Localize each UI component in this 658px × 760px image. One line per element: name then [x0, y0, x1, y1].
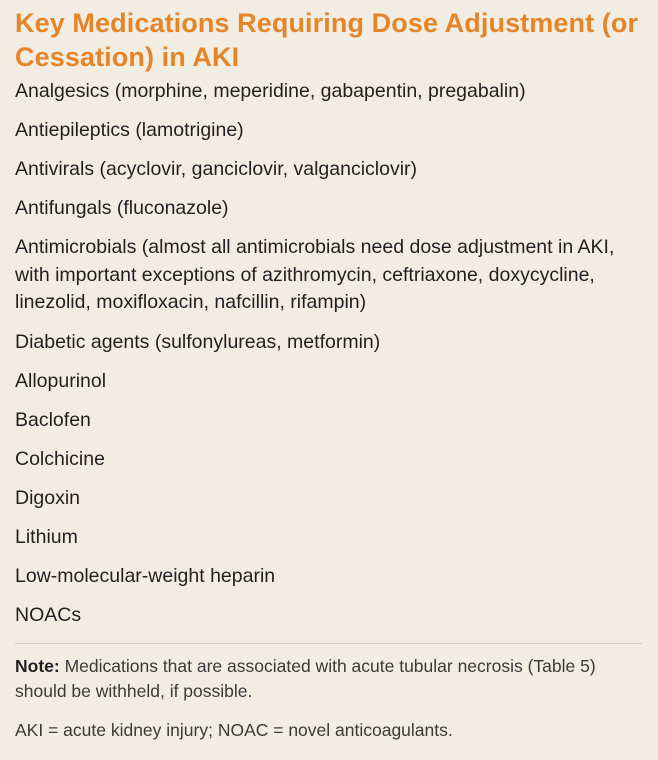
abbreviations-footnote: AKI = acute kidney injury; NOAC = novel anticoagulants. [15, 719, 453, 740]
medication-item: NOACs [15, 603, 82, 626]
note-text: Medications that are associated with acute tubular necrosis (Table 5) should be withheld, if possible. [15, 655, 596, 701]
footnote-divider [15, 643, 642, 644]
medication-item: Diabetic agents (sulfonylureas, metformin) [15, 330, 381, 353]
medication-item: Antivirals (acyclovir, ganciclovir, valganciclovir) [15, 158, 418, 180]
table-title: Key Medications Requiring Dose Adjustment (or Cessation) in AKI [15, 8, 639, 72]
note-paragraph [15, 654, 642, 704]
medication-item: Baclofen [15, 408, 91, 431]
medication-item: Colchicine [15, 447, 105, 470]
medication-item: Antifungals (fluconazole) [15, 197, 229, 219]
medication-item: Allopurinol [15, 369, 107, 392]
medication-item: Lithium [15, 525, 78, 548]
medication-item: Antimicrobials (almost all antimicrobials need dose adjustment in AKI, with important exceptions of azithromycin, ceftriaxone, doxycycline, linezolid, moxifloxacin, nafcillin, rifampin) [15, 236, 615, 313]
medication-item: Antiepileptics (lamotrigine) [15, 119, 244, 141]
medication-item: Digoxin [15, 486, 81, 509]
medication-item: Low-molecular-weight heparin [15, 564, 276, 587]
note-label: Note: [15, 655, 60, 676]
medication-list [15, 78, 642, 629]
medication-item: Analgesics (morphine, meperidine, gabapentin, pregabalin) [15, 80, 526, 102]
